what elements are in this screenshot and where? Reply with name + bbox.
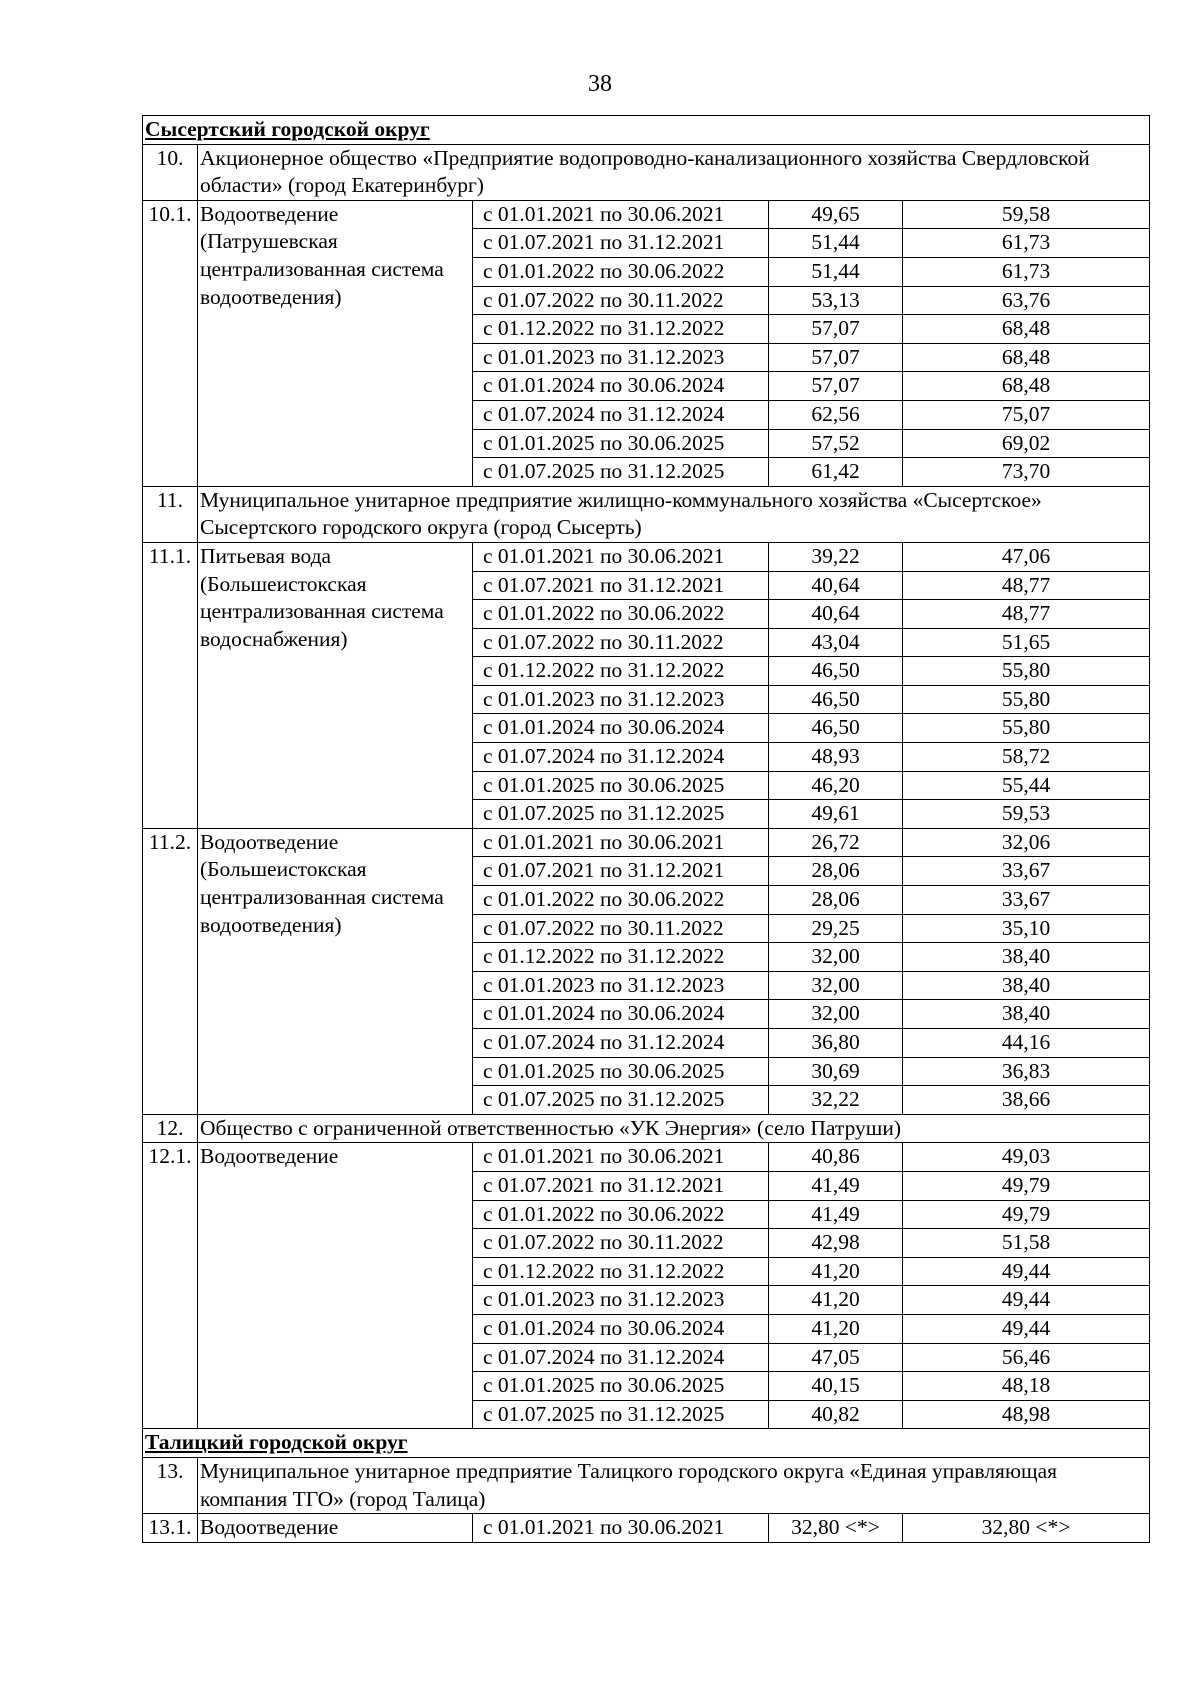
service-number: 11.1. bbox=[143, 542, 198, 828]
tariff-value-with-vat: 38,40 bbox=[903, 1000, 1150, 1029]
tariff-value-with-vat: 38,40 bbox=[903, 943, 1150, 972]
organization-name: Акционерное общество «Предприятие водопроводно-канализационного хозяйства Свердловской области» (город Екатеринбург) bbox=[198, 144, 1150, 200]
tariff-period: с 01.07.2024 по 31.12.2024 bbox=[473, 400, 769, 429]
tariff-value-without-vat: 42,98 bbox=[769, 1229, 903, 1258]
tariff-value-without-vat: 49,65 bbox=[769, 200, 903, 229]
tariff-value-without-vat: 46,50 bbox=[769, 657, 903, 686]
tariff-period: с 01.01.2023 по 31.12.2023 bbox=[473, 971, 769, 1000]
tariff-value-with-vat: 73,70 bbox=[903, 458, 1150, 487]
tariff-value-without-vat: 32,00 bbox=[769, 943, 903, 972]
tariff-value-with-vat: 49,44 bbox=[903, 1314, 1150, 1343]
tariff-period: с 01.12.2022 по 31.12.2022 bbox=[473, 1257, 769, 1286]
tariff-period: с 01.01.2023 по 31.12.2023 bbox=[473, 1286, 769, 1315]
tariff-period: с 01.01.2025 по 30.06.2025 bbox=[473, 1372, 769, 1401]
tariff-value-without-vat: 43,04 bbox=[769, 628, 903, 657]
tariff-value-without-vat: 29,25 bbox=[769, 914, 903, 943]
tariff-period: с 01.01.2024 по 30.06.2024 bbox=[473, 714, 769, 743]
tariff-value-without-vat: 51,44 bbox=[769, 229, 903, 258]
tariff-row bbox=[143, 1143, 1150, 1172]
tariff-value-without-vat: 39,22 bbox=[769, 542, 903, 571]
tariff-period: с 01.07.2024 по 31.12.2024 bbox=[473, 1029, 769, 1058]
service-number: 12.1. bbox=[143, 1143, 198, 1429]
tariff-value-without-vat: 61,42 bbox=[769, 458, 903, 487]
tariff-value-without-vat: 51,44 bbox=[769, 257, 903, 286]
tariff-value-without-vat: 32,00 bbox=[769, 971, 903, 1000]
organization-name: Муниципальное унитарное предприятие жилищно-коммунального хозяйства «Сысертское» Сысертского городского округа (город Сысерть) bbox=[198, 486, 1150, 542]
tariff-value-with-vat: 36,83 bbox=[903, 1057, 1150, 1086]
tariff-value-without-vat: 47,05 bbox=[769, 1343, 903, 1372]
tariff-value-with-vat: 68,48 bbox=[903, 315, 1150, 344]
tariff-value-without-vat: 62,56 bbox=[769, 400, 903, 429]
tariff-period: с 01.12.2022 по 31.12.2022 bbox=[473, 943, 769, 972]
tariff-value-with-vat: 48,77 bbox=[903, 571, 1150, 600]
service-number: 10.1. bbox=[143, 200, 198, 486]
organization-name: Муниципальное унитарное предприятие Талицкого городского округа «Единая управляющая компания ТГО» (город Талица) bbox=[198, 1457, 1150, 1513]
tariff-value-without-vat: 40,86 bbox=[769, 1143, 903, 1172]
region-row bbox=[143, 1429, 1150, 1458]
tariff-value-without-vat: 41,20 bbox=[769, 1286, 903, 1315]
tariff-value-without-vat: 46,20 bbox=[769, 771, 903, 800]
tariff-period: с 01.07.2021 по 31.12.2021 bbox=[473, 1171, 769, 1200]
tariff-value-without-vat: 32,80 <*> bbox=[769, 1514, 903, 1543]
service-number: 11.2. bbox=[143, 828, 198, 1114]
tariff-period: с 01.07.2022 по 30.11.2022 bbox=[473, 628, 769, 657]
tariff-value-without-vat: 41,20 bbox=[769, 1257, 903, 1286]
tariff-value-with-vat: 55,80 bbox=[903, 657, 1150, 686]
tariff-period: с 01.07.2025 по 31.12.2025 bbox=[473, 1086, 769, 1115]
tariff-value-without-vat: 48,93 bbox=[769, 743, 903, 772]
tariff-value-without-vat: 26,72 bbox=[769, 828, 903, 857]
tariff-period: с 01.07.2025 по 31.12.2025 bbox=[473, 800, 769, 829]
tariff-value-with-vat: 35,10 bbox=[903, 914, 1150, 943]
tariff-period: с 01.07.2022 по 30.11.2022 bbox=[473, 914, 769, 943]
tariff-period: с 01.01.2022 по 30.06.2022 bbox=[473, 600, 769, 629]
region-row bbox=[143, 116, 1150, 145]
tariff-value-with-vat: 59,53 bbox=[903, 800, 1150, 829]
tariff-period: с 01.01.2021 по 30.06.2021 bbox=[473, 828, 769, 857]
tariff-period: с 01.07.2022 по 30.11.2022 bbox=[473, 1229, 769, 1258]
tariff-period: с 01.01.2021 по 30.06.2021 bbox=[473, 1143, 769, 1172]
tariff-value-with-vat: 59,58 bbox=[903, 200, 1150, 229]
tariff-period: с 01.01.2021 по 30.06.2021 bbox=[473, 542, 769, 571]
organization-row bbox=[143, 1114, 1150, 1143]
tariff-period: с 01.07.2025 по 31.12.2025 bbox=[473, 458, 769, 487]
service-number: 13.1. bbox=[143, 1514, 198, 1543]
tariff-value-with-vat: 55,44 bbox=[903, 771, 1150, 800]
tariff-value-with-vat: 61,73 bbox=[903, 257, 1150, 286]
tariff-period: с 01.01.2025 по 30.06.2025 bbox=[473, 771, 769, 800]
tariff-value-without-vat: 46,50 bbox=[769, 714, 903, 743]
tariff-value-without-vat: 28,06 bbox=[769, 886, 903, 915]
tariff-period: с 01.01.2021 по 30.06.2021 bbox=[473, 200, 769, 229]
tariff-period: с 01.01.2022 по 30.06.2022 bbox=[473, 1200, 769, 1229]
tariff-value-with-vat: 55,80 bbox=[903, 685, 1150, 714]
tariff-value-with-vat: 49,44 bbox=[903, 1257, 1150, 1286]
tariff-value-with-vat: 51,65 bbox=[903, 628, 1150, 657]
tariff-value-without-vat: 32,00 bbox=[769, 1000, 903, 1029]
tariff-period: с 01.07.2025 по 31.12.2025 bbox=[473, 1400, 769, 1429]
tariff-table bbox=[142, 115, 1150, 1543]
tariff-value-without-vat: 28,06 bbox=[769, 857, 903, 886]
service-name: Водоотведение (Большеистокская централизованная система водоотведения) bbox=[198, 828, 473, 1114]
service-name: Питьевая вода (Большеистокская централизованная система водоснабжения) bbox=[198, 542, 473, 828]
service-name: Водоотведение (Патрушевская централизованная система водоотведения) bbox=[198, 200, 473, 486]
tariff-value-with-vat: 33,67 bbox=[903, 857, 1150, 886]
tariff-row bbox=[143, 1514, 1150, 1543]
tariff-value-with-vat: 48,18 bbox=[903, 1372, 1150, 1401]
tariff-value-without-vat: 41,49 bbox=[769, 1200, 903, 1229]
organization-number: 12. bbox=[143, 1114, 198, 1143]
tariff-period: с 01.01.2024 по 30.06.2024 bbox=[473, 372, 769, 401]
tariff-period: с 01.01.2021 по 30.06.2021 bbox=[473, 1514, 769, 1543]
tariff-period: с 01.07.2021 по 31.12.2021 bbox=[473, 857, 769, 886]
organization-number: 13. bbox=[143, 1457, 198, 1513]
tariff-value-without-vat: 41,49 bbox=[769, 1171, 903, 1200]
tariff-value-with-vat: 58,72 bbox=[903, 743, 1150, 772]
tariff-value-with-vat: 33,67 bbox=[903, 886, 1150, 915]
tariff-row bbox=[143, 200, 1150, 229]
tariff-value-with-vat: 51,58 bbox=[903, 1229, 1150, 1258]
tariff-value-without-vat: 41,20 bbox=[769, 1314, 903, 1343]
tariff-value-without-vat: 57,07 bbox=[769, 315, 903, 344]
organization-row bbox=[143, 486, 1150, 542]
tariff-value-with-vat: 68,48 bbox=[903, 372, 1150, 401]
tariff-period: с 01.01.2022 по 30.06.2022 bbox=[473, 886, 769, 915]
tariff-value-with-vat: 47,06 bbox=[903, 542, 1150, 571]
tariff-value-with-vat: 32,06 bbox=[903, 828, 1150, 857]
tariff-value-without-vat: 53,13 bbox=[769, 286, 903, 315]
tariff-value-with-vat: 48,98 bbox=[903, 1400, 1150, 1429]
tariff-period: с 01.01.2023 по 31.12.2023 bbox=[473, 685, 769, 714]
tariff-value-with-vat: 56,46 bbox=[903, 1343, 1150, 1372]
tariff-row bbox=[143, 828, 1150, 857]
tariff-value-with-vat: 49,79 bbox=[903, 1200, 1150, 1229]
tariff-period: с 01.01.2022 по 30.06.2022 bbox=[473, 257, 769, 286]
tariff-period: с 01.01.2024 по 30.06.2024 bbox=[473, 1000, 769, 1029]
tariff-value-with-vat: 69,02 bbox=[903, 429, 1150, 458]
tariff-period: с 01.01.2023 по 31.12.2023 bbox=[473, 343, 769, 372]
region-title: Сысертский городской округ bbox=[143, 116, 1150, 145]
tariff-period: с 01.01.2024 по 30.06.2024 bbox=[473, 1314, 769, 1343]
tariff-value-with-vat: 32,80 <*> bbox=[903, 1514, 1150, 1543]
organization-name: Общество с ограниченной ответственностью «УК Энергия» (село Патруши) bbox=[198, 1114, 1150, 1143]
tariff-value-with-vat: 49,44 bbox=[903, 1286, 1150, 1315]
page-number: 38 bbox=[588, 71, 612, 97]
organization-number: 10. bbox=[143, 144, 198, 200]
tariff-value-without-vat: 57,07 bbox=[769, 343, 903, 372]
tariff-row bbox=[143, 542, 1150, 571]
tariff-value-without-vat: 30,69 bbox=[769, 1057, 903, 1086]
tariff-period: с 01.12.2022 по 31.12.2022 bbox=[473, 657, 769, 686]
tariff-value-with-vat: 38,66 bbox=[903, 1086, 1150, 1115]
tariff-value-without-vat: 57,07 bbox=[769, 372, 903, 401]
tariff-period: с 01.07.2021 по 31.12.2021 bbox=[473, 229, 769, 258]
organization-row bbox=[143, 144, 1150, 200]
organization-row bbox=[143, 1457, 1150, 1513]
tariff-value-without-vat: 40,82 bbox=[769, 1400, 903, 1429]
tariff-value-without-vat: 57,52 bbox=[769, 429, 903, 458]
tariff-value-without-vat: 40,64 bbox=[769, 571, 903, 600]
tariff-value-with-vat: 49,79 bbox=[903, 1171, 1150, 1200]
tariff-value-with-vat: 61,73 bbox=[903, 229, 1150, 258]
tariff-value-with-vat: 68,48 bbox=[903, 343, 1150, 372]
organization-number: 11. bbox=[143, 486, 198, 542]
tariff-value-with-vat: 48,77 bbox=[903, 600, 1150, 629]
tariff-period: с 01.07.2024 по 31.12.2024 bbox=[473, 1343, 769, 1372]
tariff-value-without-vat: 32,22 bbox=[769, 1086, 903, 1115]
tariff-period: с 01.07.2024 по 31.12.2024 bbox=[473, 743, 769, 772]
tariff-period: с 01.07.2022 по 30.11.2022 bbox=[473, 286, 769, 315]
service-name: Водоотведение bbox=[198, 1143, 473, 1429]
tariff-period: с 01.12.2022 по 31.12.2022 bbox=[473, 315, 769, 344]
tariff-value-without-vat: 46,50 bbox=[769, 685, 903, 714]
tariff-value-with-vat: 49,03 bbox=[903, 1143, 1150, 1172]
tariff-value-without-vat: 36,80 bbox=[769, 1029, 903, 1058]
service-name: Водоотведение bbox=[198, 1514, 473, 1543]
tariff-value-with-vat: 75,07 bbox=[903, 400, 1150, 429]
tariff-value-without-vat: 40,64 bbox=[769, 600, 903, 629]
tariff-value-with-vat: 44,16 bbox=[903, 1029, 1150, 1058]
tariff-value-with-vat: 38,40 bbox=[903, 971, 1150, 1000]
tariff-value-with-vat: 55,80 bbox=[903, 714, 1150, 743]
tariff-period: с 01.01.2025 по 30.06.2025 bbox=[473, 1057, 769, 1086]
tariff-value-without-vat: 49,61 bbox=[769, 800, 903, 829]
tariff-value-without-vat: 40,15 bbox=[769, 1372, 903, 1401]
tariff-period: с 01.01.2025 по 30.06.2025 bbox=[473, 429, 769, 458]
region-title: Талицкий городской округ bbox=[143, 1429, 1150, 1458]
tariff-value-with-vat: 63,76 bbox=[903, 286, 1150, 315]
tariff-period: с 01.07.2021 по 31.12.2021 bbox=[473, 571, 769, 600]
